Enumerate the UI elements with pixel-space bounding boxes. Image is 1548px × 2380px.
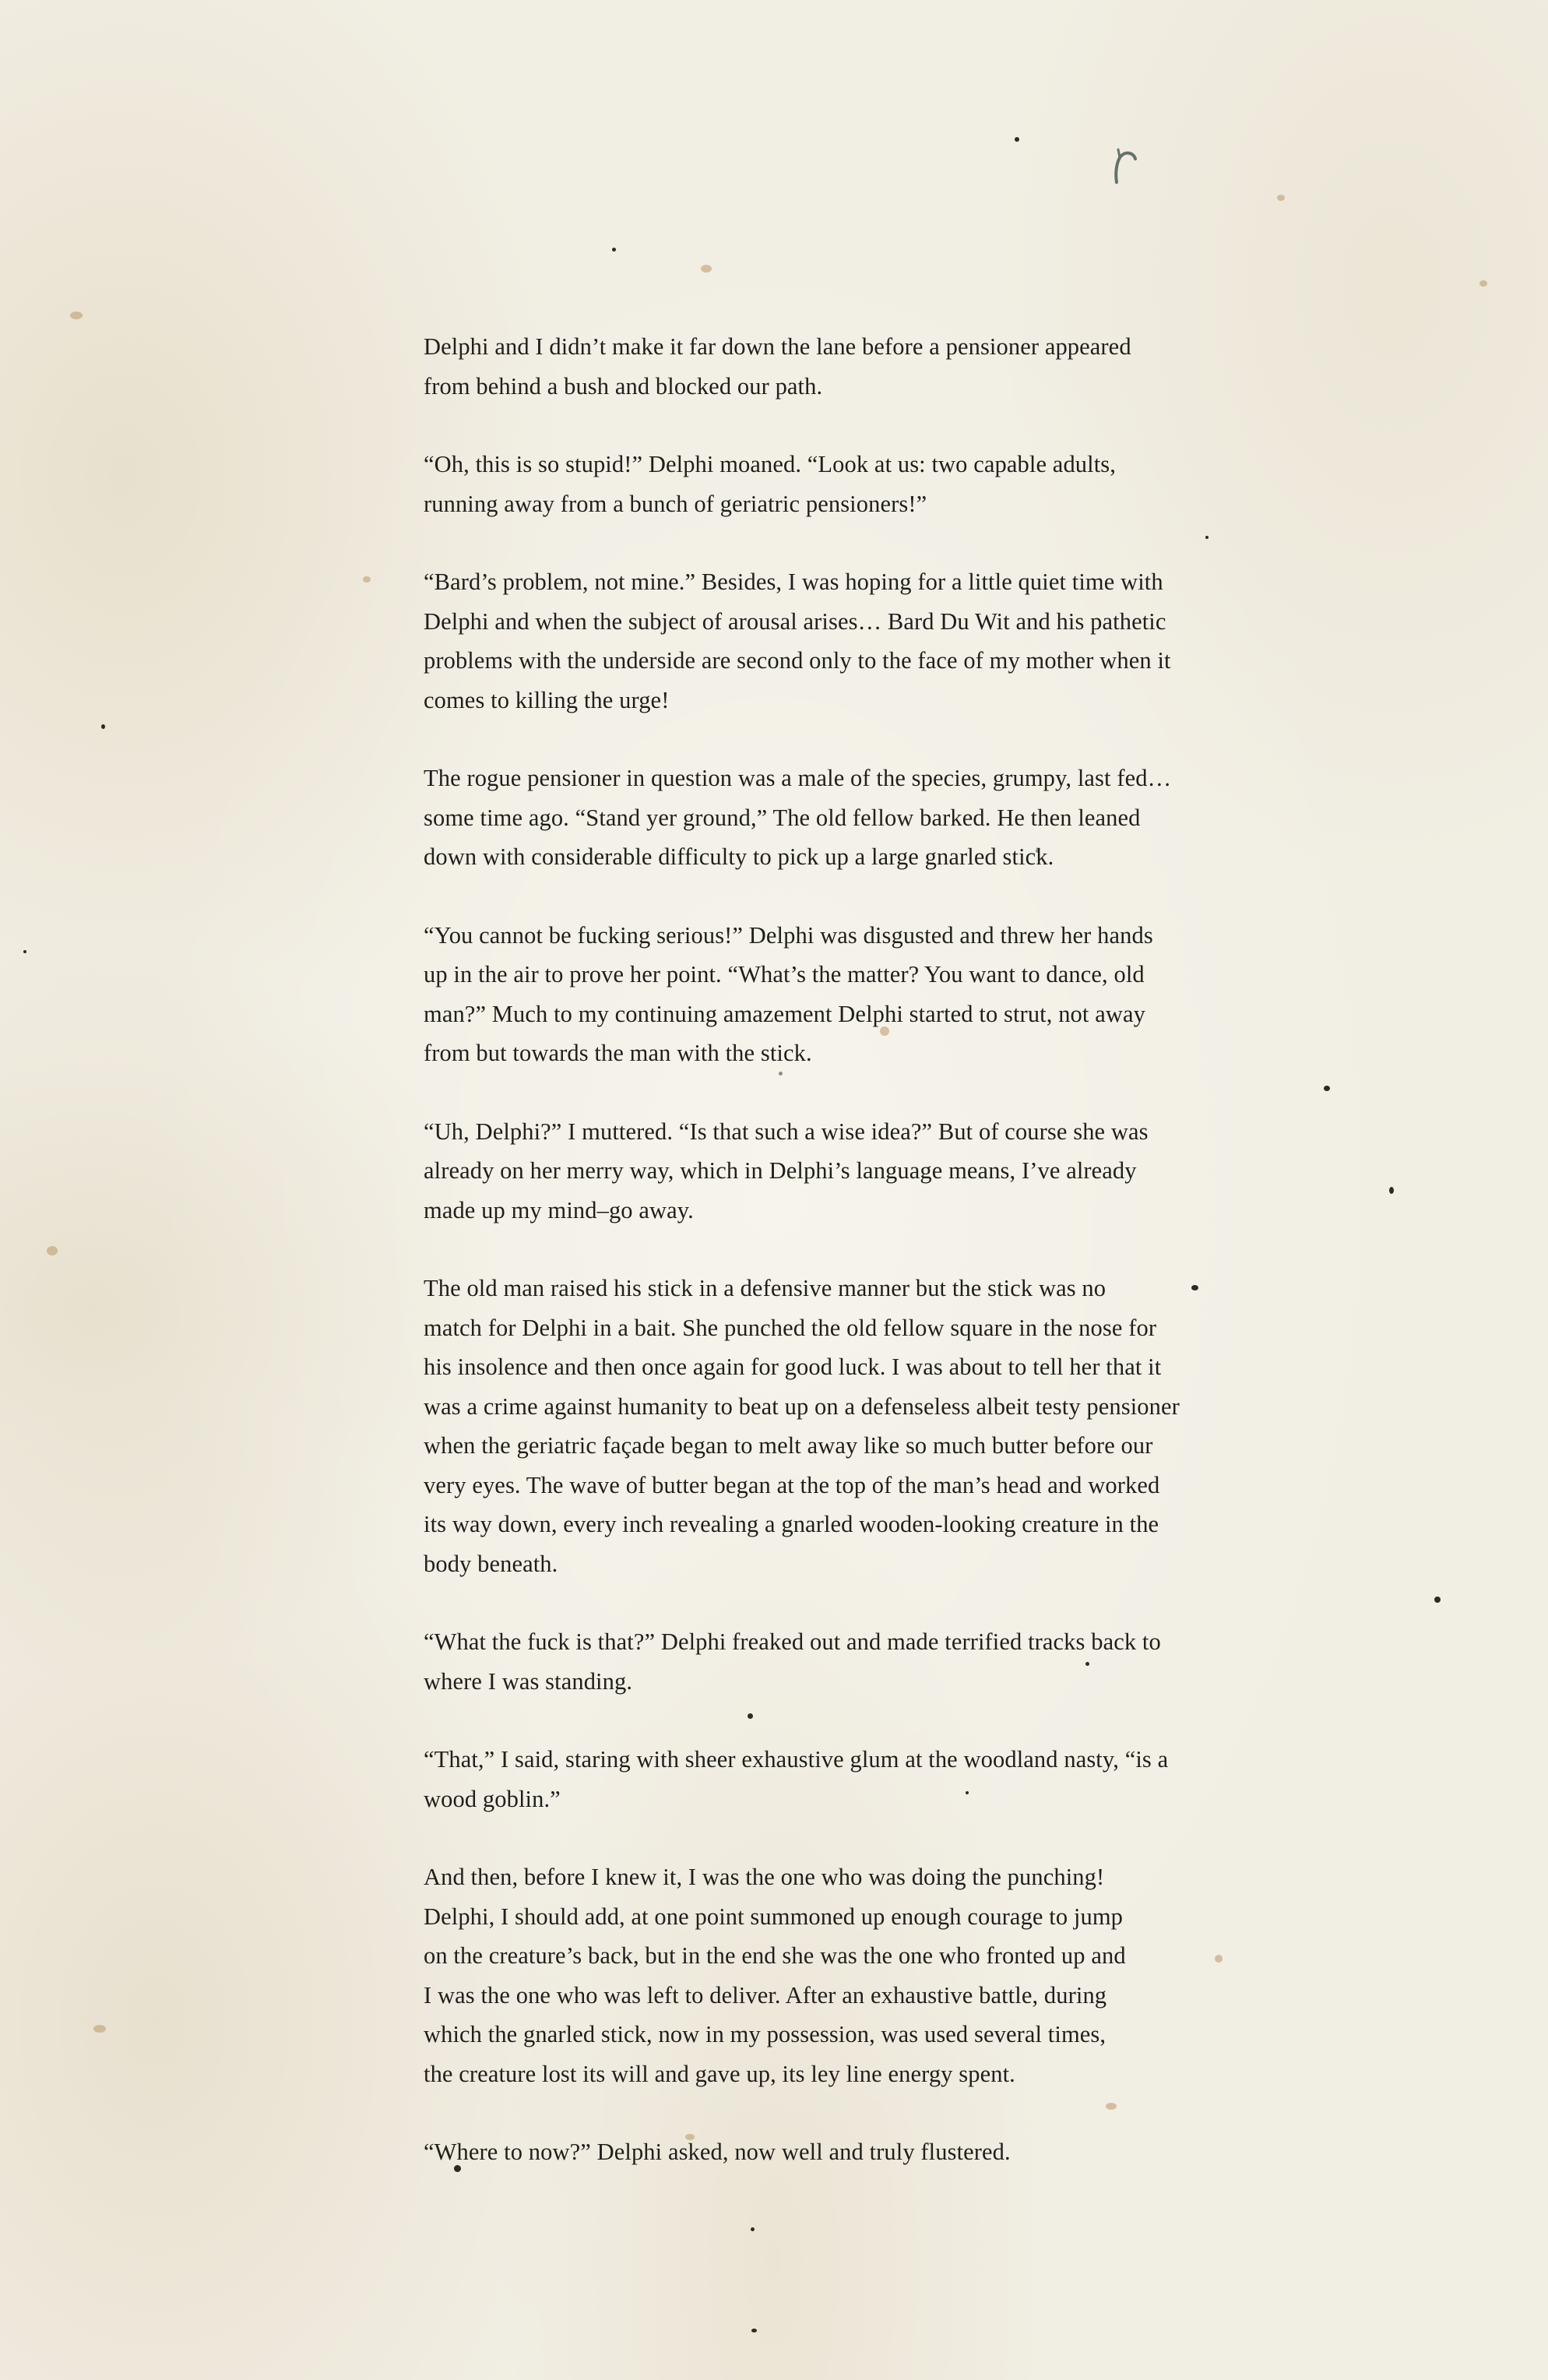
paper-speck	[1015, 137, 1019, 142]
paper-speck	[701, 265, 712, 273]
paper-speck	[612, 248, 616, 252]
paragraph: The rogue pensioner in question was a male of the species, grumpy, last fed… some time ago. “Stand yer ground,” The old fellow barked. He then leaned down with considerable difficulty to pick up a large gnarled stick.	[424, 765, 1172, 870]
paper-speck	[70, 312, 83, 319]
paragraph: “Uh, Delphi?” I muttered. “Is that such a wise idea?” But of course she was already on her merry way, which in Delphi’s language means, I’ve already made up my mind–go away.	[424, 1118, 1149, 1223]
paper-speck	[751, 2227, 755, 2231]
paper-speck	[1324, 1086, 1330, 1091]
paper-speck	[47, 1246, 58, 1255]
paragraph: Delphi and I didn’t make it far down the lane before a pensioner appeared from behind a bush and blocked our path.	[424, 333, 1131, 400]
paper-speck	[101, 724, 105, 729]
paragraph: The old man raised his stick in a defensive manner but the stick was no match for Delphi in a bait. She punched the old fellow square in the nose for his insolence and then once again for good luck. I was about to tell her that it was a crime against humanity to beat up on a defenseless albeit testy pensioner when the geriatric façade began to melt away like so much butter before our very eyes. The wave of butter began at the top of the man’s head and worked its way down, every inch revealing a gnarled wooden-looking creature in the body beneath.	[424, 1275, 1180, 1577]
paper-speck	[751, 2329, 757, 2332]
paragraph: “You cannot be fucking serious!” Delphi was disgusted and threw her hands up in the air to prove her point. “What’s the matter? You want to dance, old man?” Much to my continuing amazement Delphi started to strut, not away from but towards the man with the stick.	[424, 921, 1153, 1066]
paragraph: “That,” I said, staring with sheer exhaustive glum at the woodland nasty, “is a wood goblin.”	[424, 1746, 1169, 1812]
paper-speck	[1277, 195, 1285, 201]
paragraph: “Where to now?” Delphi asked, now well and truly flustered.	[424, 2139, 1011, 2165]
paper-speck	[1389, 1187, 1394, 1194]
paragraph: “What the fuck is that?” Delphi freaked out and made terrified tracks back to where I was standing.	[424, 1628, 1161, 1695]
paragraph: And then, before I knew it, I was the one who was doing the punching! Delphi, I should add, at one point summoned up enough courage to jump on the creature’s back, but in the end she was the one who fronted up and I was the one who was left to deliver. After an exhaustive battle, during which the gnarled stick, now in my possession, was used several times, the creature lost its will and gave up, its ley line energy spent.	[424, 1864, 1126, 2087]
paper-speck	[363, 576, 371, 583]
ink-mark-icon	[1110, 146, 1142, 187]
page-text	[424, 327, 1265, 2211]
paragraph: “Bard’s problem, not mine.” Besides, I was hoping for a little quiet time with Delphi and when the subject of arousal arises… Bard Du Wit and his pathetic problems with the underside are second only to the face of my mother when it comes to killing the urge!	[424, 569, 1171, 713]
paper-speck	[23, 950, 26, 953]
paper-speck	[1479, 280, 1487, 287]
paper-speck	[1434, 1597, 1441, 1603]
paragraph: “Oh, this is so stupid!” Delphi moaned. “Look at us: two capable adults, running away from a bunch of geriatric pensioners!”	[424, 451, 1116, 517]
paper-speck	[93, 2025, 106, 2033]
